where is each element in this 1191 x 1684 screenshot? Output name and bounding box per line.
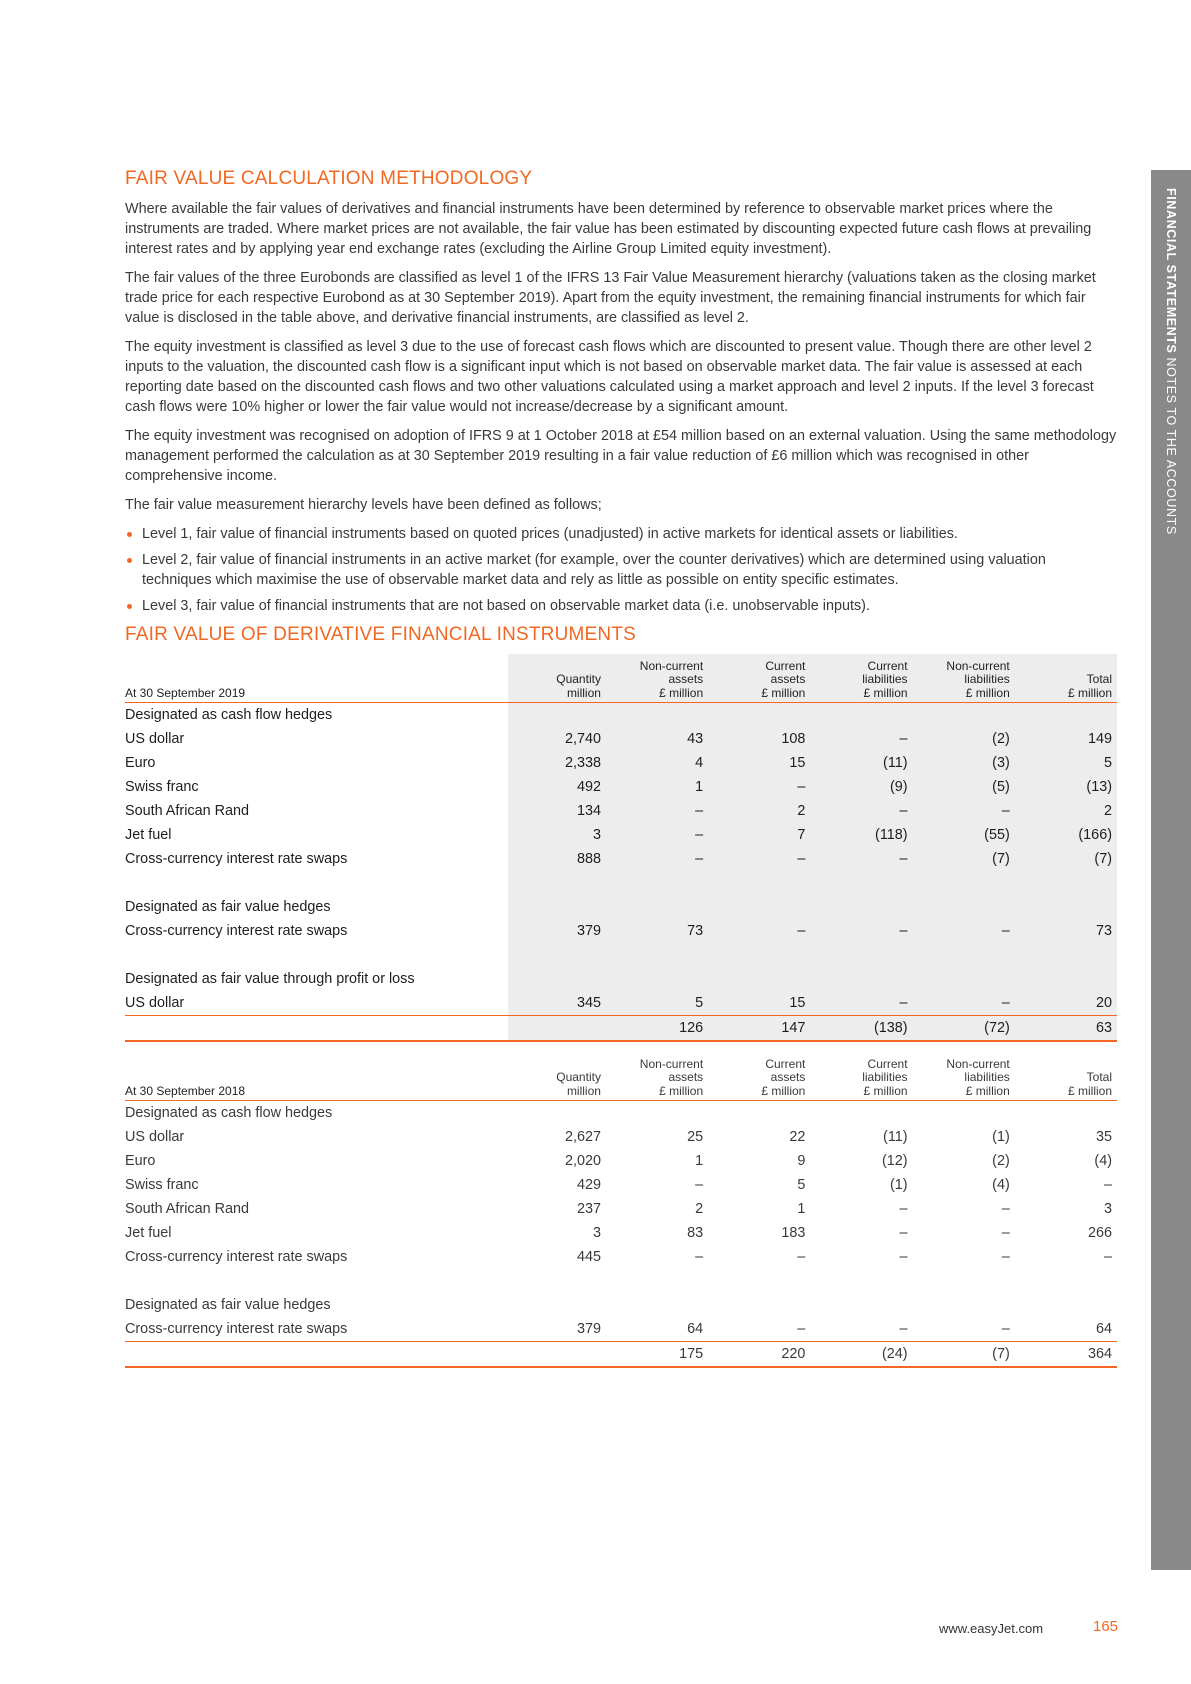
- row-value: 15: [708, 751, 810, 775]
- row-value: 183: [781, 1225, 806, 1241]
- header-line: Quantity: [556, 672, 601, 686]
- header-line: Current: [867, 1056, 908, 1071]
- row-label: Swiss franc: [125, 1177, 199, 1193]
- footer-url[interactable]: www.easyJet.com: [939, 1621, 1044, 1636]
- table-row: [125, 775, 1117, 799]
- table-row: [125, 919, 1117, 943]
- row-value: (4): [992, 1177, 1010, 1193]
- header-line: liabilities: [862, 672, 908, 686]
- total-row: [125, 1342, 1117, 1368]
- header-line: Non-current: [639, 658, 704, 673]
- table-row: [125, 847, 1117, 871]
- row-value: 2,020: [564, 1153, 601, 1169]
- row-label: Swiss franc: [125, 779, 199, 795]
- row-value: (12): [881, 1153, 908, 1169]
- row-value: 888: [508, 847, 606, 871]
- table-row: [125, 1125, 1117, 1149]
- row-value: 3: [592, 1225, 601, 1241]
- sidebar-label: [1163, 188, 1179, 535]
- paragraph: Where available the fair values of derivatives and financial instruments have been determined by reference to observable market prices where the instruments are traded. Where market prices are not available, the fair value has been estimated by discounting expected future cash flows at prevailing interest rates and by applying year end exchange rates (excluding the Airline Group Limited equity investment).: [125, 201, 1092, 257]
- row-value: (4): [1094, 1153, 1112, 1169]
- total-value: 220: [708, 1342, 810, 1368]
- row-value: –: [913, 919, 1015, 943]
- row-value: –: [797, 1321, 806, 1337]
- header-quantity: [508, 1052, 606, 1101]
- header-line: Current: [867, 658, 908, 673]
- list-item: Level 2, fair value of financial instruments in an active market (for example, over the counter derivatives) which are determined using valuation techniques which maximise the use of observable market data and rely as little as possible on entity specific estimates.: [125, 550, 1117, 590]
- table-row: [125, 1317, 1117, 1342]
- row-value: –: [913, 799, 1015, 823]
- row-value: (11): [810, 751, 912, 775]
- header-cl: [810, 654, 912, 703]
- total-value: 63: [1015, 1016, 1117, 1042]
- row-value: 445: [576, 1249, 601, 1265]
- header-line: million: [566, 1083, 601, 1098]
- row-value: 429: [576, 1177, 601, 1193]
- row-value: 3: [1103, 1201, 1112, 1217]
- row-value: 22: [789, 1129, 806, 1145]
- header-line: £ million: [863, 1083, 908, 1098]
- row-value: 15: [708, 991, 810, 1016]
- table-row: [125, 991, 1117, 1016]
- row-value: 1: [797, 1201, 806, 1217]
- table-row: [125, 799, 1117, 823]
- table-2019: [125, 654, 1117, 1042]
- paragraph: The fair value measurement hierarchy levels have been defined as follows;: [125, 497, 602, 513]
- row-value: –: [606, 799, 708, 823]
- header-line: £ million: [761, 1083, 806, 1098]
- group-heading-row: [125, 967, 1117, 991]
- page-content: [125, 168, 1117, 1368]
- row-value: 35: [1095, 1129, 1112, 1145]
- row-value: 149: [1015, 727, 1117, 751]
- row-value: (13): [1015, 775, 1117, 799]
- total-value: 364: [1015, 1342, 1117, 1368]
- row-value: 4: [606, 751, 708, 775]
- header-nca: [606, 1052, 708, 1101]
- total-value: 126: [606, 1016, 708, 1042]
- list-item: Level 1, fair value of financial instruments based on quoted prices (unadjusted) in active markets for identical assets or liabilities.: [125, 524, 1117, 544]
- row-value: –: [899, 1201, 908, 1217]
- header-line: assets: [668, 1070, 704, 1084]
- row-value: (1): [889, 1177, 908, 1193]
- row-value: (9): [810, 775, 912, 799]
- table-label: At 30 September 2018: [125, 1052, 508, 1101]
- row-value: 2: [695, 1201, 704, 1217]
- table-2018: [125, 1052, 1117, 1368]
- table-header: [125, 1052, 1117, 1101]
- row-value: 2,627: [564, 1129, 601, 1145]
- row-value: 237: [576, 1201, 601, 1217]
- table-row: [125, 823, 1117, 847]
- table-row: [125, 751, 1117, 775]
- header-quantity: [508, 654, 606, 703]
- page-number: 165: [1093, 1618, 1119, 1635]
- row-value: –: [810, 919, 912, 943]
- header-line: Non-current: [946, 658, 1010, 673]
- row-value: –: [913, 991, 1015, 1016]
- header-total: [1015, 1052, 1117, 1101]
- row-value: –: [1103, 1177, 1112, 1193]
- row-value: –: [1001, 1321, 1010, 1337]
- row-value: (11): [883, 1129, 908, 1145]
- row-value: –: [1001, 1201, 1010, 1217]
- row-label: South African Rand: [125, 803, 249, 819]
- row-value: 20: [1015, 991, 1117, 1016]
- row-value: 1: [606, 775, 708, 799]
- header-line: assets: [668, 672, 704, 686]
- row-value: 73: [606, 919, 708, 943]
- row-value: –: [810, 847, 912, 871]
- row-label: Cross-currency interest rate swaps: [125, 851, 348, 867]
- group-heading-row: [125, 1101, 1117, 1126]
- total-value: (7): [913, 1342, 1015, 1368]
- header-line: Total: [1086, 672, 1112, 686]
- row-value: –: [606, 847, 708, 871]
- row-value: –: [797, 1249, 806, 1265]
- row-value: 5: [1015, 751, 1117, 775]
- row-value: (55): [913, 823, 1015, 847]
- row-value: 379: [508, 919, 606, 943]
- header-line: £ million: [1067, 685, 1112, 700]
- header-line: liabilities: [862, 1070, 908, 1084]
- row-value: 266: [1087, 1225, 1112, 1241]
- sidebar-label-normal: NOTES TO THE ACCOUNTS: [1164, 357, 1178, 535]
- row-value: –: [606, 823, 708, 847]
- row-value: 108: [708, 727, 810, 751]
- header-line: £ million: [965, 685, 1010, 700]
- row-value: –: [695, 1249, 704, 1265]
- row-value: (1): [992, 1129, 1010, 1145]
- row-value: (118): [810, 823, 912, 847]
- group-heading: Designated as cash flow hedges: [125, 1105, 333, 1121]
- row-value: –: [1103, 1249, 1112, 1265]
- group-heading: Designated as fair value through profit or loss: [125, 971, 415, 987]
- row-value: –: [1001, 1249, 1010, 1265]
- table-row: [125, 1221, 1117, 1245]
- group-heading-row: [125, 703, 1117, 728]
- group-heading-row: [125, 1293, 1117, 1317]
- paragraph: The equity investment was recognised on adoption of IFRS 9 at 1 October 2018 at £54 million based on an external valuation. Using the same methodology management performed the calculation as at 30 September 2019 resulting in a fair value reduction of £6 million which was recognised in other comprehensive income.: [125, 428, 1117, 484]
- row-label: Euro: [125, 1153, 156, 1169]
- total-value: (24): [810, 1342, 912, 1368]
- total-value: (138): [810, 1016, 912, 1042]
- sidebar-label-bold: FINANCIAL STATEMENTS: [1164, 188, 1178, 354]
- table-row: [125, 1149, 1117, 1173]
- row-value: 134: [508, 799, 606, 823]
- row-value: –: [1001, 1225, 1010, 1241]
- row-label: US dollar: [125, 731, 185, 747]
- row-value: –: [899, 1225, 908, 1241]
- section-title-methodology: FAIR VALUE CALCULATION METHODOLOGY: [125, 168, 533, 189]
- total-value: 175: [606, 1342, 708, 1368]
- header-line: £ million: [965, 1083, 1010, 1098]
- row-value: –: [708, 847, 810, 871]
- group-heading: Designated as cash flow hedges: [125, 707, 333, 723]
- row-label: Cross-currency interest rate swaps: [125, 1321, 348, 1337]
- row-value: –: [899, 1249, 908, 1265]
- group-heading: Designated as fair value hedges: [125, 899, 331, 915]
- row-value: 64: [1095, 1321, 1112, 1337]
- header-nca: [606, 654, 708, 703]
- row-value: 2: [708, 799, 810, 823]
- row-value: (166): [1015, 823, 1117, 847]
- header-line: £ million: [1067, 1083, 1112, 1098]
- row-value: 3: [508, 823, 606, 847]
- table-row: [125, 1197, 1117, 1221]
- row-value: (2): [913, 727, 1015, 751]
- header-line: Current: [765, 1056, 806, 1071]
- group-heading: Designated as fair value hedges: [125, 1297, 331, 1313]
- row-value: 379: [576, 1321, 601, 1337]
- table-header: [125, 654, 1117, 703]
- row-value: –: [708, 775, 810, 799]
- row-value: 5: [606, 991, 708, 1016]
- header-line: million: [566, 685, 601, 700]
- row-value: 7: [708, 823, 810, 847]
- row-value: 492: [508, 775, 606, 799]
- row-label: US dollar: [125, 1129, 185, 1145]
- row-label: Cross-currency interest rate swaps: [125, 923, 348, 939]
- row-value: 25: [687, 1129, 704, 1145]
- row-label: Jet fuel: [125, 1225, 172, 1241]
- row-label: US dollar: [125, 995, 185, 1011]
- header-line: Current: [765, 658, 806, 673]
- row-value: 2,740: [508, 727, 606, 751]
- table-label: At 30 September 2019: [125, 654, 508, 703]
- row-value: 2,338: [508, 751, 606, 775]
- total-value: 147: [708, 1016, 810, 1042]
- row-value: 64: [687, 1321, 704, 1337]
- group-heading-row: [125, 895, 1117, 919]
- row-value: –: [810, 991, 912, 1016]
- row-value: (7): [1015, 847, 1117, 871]
- row-value: 1: [695, 1153, 704, 1169]
- row-value: 345: [508, 991, 606, 1016]
- header-ca: [708, 654, 810, 703]
- row-label: Jet fuel: [125, 827, 172, 843]
- header-cl: [810, 1052, 912, 1101]
- row-label: Euro: [125, 755, 156, 771]
- header-line: £ million: [659, 1083, 704, 1098]
- header-line: £ million: [761, 685, 806, 700]
- header-ncl: [913, 1052, 1015, 1101]
- row-value: 9: [797, 1153, 806, 1169]
- level-definitions-list: [125, 524, 1117, 616]
- table-row: [125, 727, 1117, 751]
- header-line: £ million: [863, 685, 908, 700]
- header-line: Non-current: [639, 1056, 704, 1071]
- header-ca: [708, 1052, 810, 1101]
- total-value: (72): [913, 1016, 1015, 1042]
- header-line: Total: [1086, 1070, 1112, 1084]
- paragraph: The fair values of the three Eurobonds are classified as level 1 of the IFRS 13 Fair Value Measurement hierarchy (valuations taken as the closing market trade price for each respective Eurobond as at 30 September 2019). Apart from the equity investment, the remaining financial instruments for which fair value is disclosed in the table above, and derivative financial instruments, are classified as level 2.: [125, 270, 1096, 326]
- row-value: –: [810, 799, 912, 823]
- total-row: [125, 1016, 1117, 1042]
- table-row: [125, 1245, 1117, 1269]
- header-total: [1015, 654, 1117, 703]
- header-line: assets: [770, 1070, 806, 1084]
- row-label: South African Rand: [125, 1201, 249, 1217]
- header-line: liabilities: [964, 672, 1010, 686]
- header-line: Quantity: [556, 1070, 601, 1084]
- header-line: £ million: [659, 685, 704, 700]
- row-value: (2): [992, 1153, 1010, 1169]
- row-value: –: [695, 1177, 704, 1193]
- list-item: Level 3, fair value of financial instruments that are not based on observable market data (i.e. unobservable inputs).: [125, 596, 1117, 616]
- table-row: [125, 1173, 1117, 1197]
- row-value: 5: [797, 1177, 806, 1193]
- section-title-derivatives: FAIR VALUE OF DERIVATIVE FINANCIAL INSTRUMENTS: [125, 624, 637, 645]
- row-value: –: [810, 727, 912, 751]
- paragraph: The equity investment is classified as level 3 due to the use of forecast cash flows which are discounted to present value. Though there are other level 2 inputs to the valuation, the discounted cash flow is a significant input which is not based on observable market data. The fair value is assessed at each reporting date based on the discounted cash flows and two other valuations calculated using a market approach and level 2 inputs. If the level 3 forecast cash flows were 10% higher or lower the fair value would not increase/decrease by a significant amount.: [125, 339, 1094, 415]
- row-value: (5): [913, 775, 1015, 799]
- header-line: Non-current: [946, 1056, 1010, 1071]
- row-value: –: [899, 1321, 908, 1337]
- row-value: 2: [1015, 799, 1117, 823]
- row-value: 83: [687, 1225, 704, 1241]
- row-value: –: [708, 919, 810, 943]
- row-value: 73: [1015, 919, 1117, 943]
- row-label: Cross-currency interest rate swaps: [125, 1249, 348, 1265]
- header-line: assets: [770, 672, 806, 686]
- header-ncl: [913, 654, 1015, 703]
- row-value: (7): [913, 847, 1015, 871]
- row-value: (3): [913, 751, 1015, 775]
- row-value: 43: [606, 727, 708, 751]
- header-line: liabilities: [964, 1070, 1010, 1084]
